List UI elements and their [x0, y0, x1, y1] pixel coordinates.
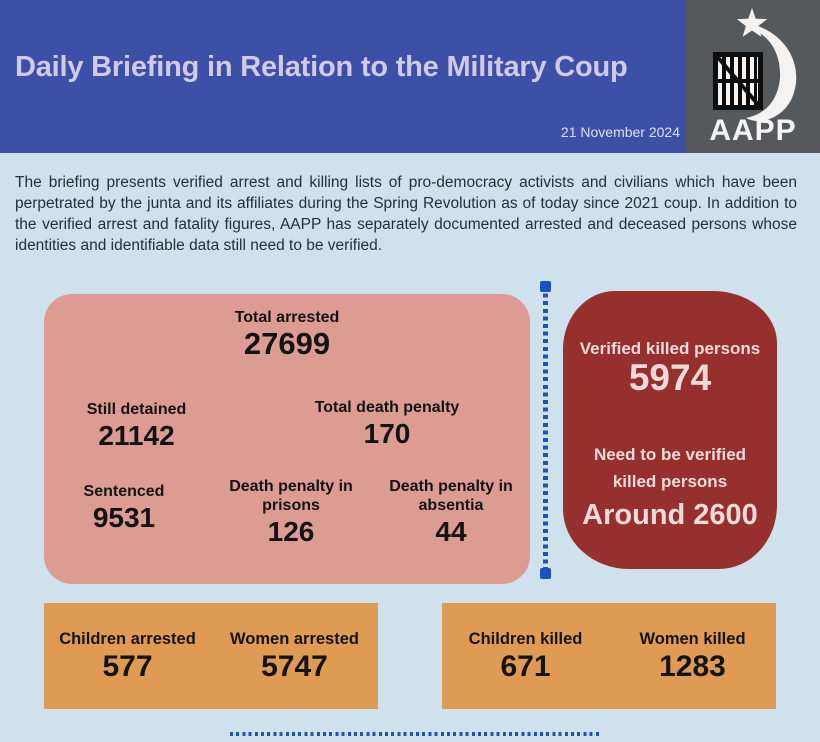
stat-label: Women killed: [639, 630, 746, 648]
stat-label: Children arrested: [59, 630, 196, 648]
stat-death-penalty-absentia: [371, 477, 531, 548]
stat-value: 44: [435, 516, 467, 547]
stat-children-killed: [442, 603, 609, 709]
arrest-stats-panel: [44, 294, 530, 584]
stat-value: 9531: [92, 502, 156, 533]
stat-total-arrested: [44, 308, 530, 360]
stat-value: Around 2600: [582, 499, 758, 531]
arrested-gender-panel: [44, 603, 378, 709]
aapp-logo: [686, 0, 820, 153]
stat-death-penalty-prisons: [211, 477, 371, 548]
stat-value: 5747: [261, 650, 328, 683]
vertical-dotted-connector: [543, 286, 548, 574]
bottom-dotted-line: [230, 732, 602, 736]
stat-label: Need to be verified killed persons: [593, 445, 747, 491]
page-title: Daily Briefing in Relation to the Military Coup: [15, 51, 628, 83]
briefing-date: 21 November 2024: [560, 124, 680, 140]
stat-label: Sentenced: [83, 483, 165, 500]
stat-label: Still detained: [86, 401, 187, 418]
stat-label: Women arrested: [230, 630, 359, 648]
stat-women-killed: [609, 603, 776, 709]
stat-value: 170: [363, 418, 411, 449]
stat-children-arrested: [44, 603, 211, 709]
stat-total-death-penalty: [277, 398, 497, 450]
killed-stats-panel: [563, 291, 777, 569]
stat-value: 577: [102, 650, 153, 683]
intro-paragraph: The briefing presents verified arrest and killing lists of pro-democracy activists and civilians which have been perpetrated by the junta and its affiliates during the Spring Revolution as of today since 2021 coup. In addition to the verified arrest and fatality figures, AAPP has separately documented arrested and deceased persons whose identities and identifiable data still need to be verified.: [15, 174, 797, 254]
stat-label: Death penalty in prisons: [229, 478, 353, 514]
stat-label: Death penalty in absentia: [389, 478, 513, 514]
stat-still-detained: [49, 400, 224, 452]
stat-value: 126: [267, 516, 315, 547]
stat-value: 21142: [98, 420, 175, 451]
stat-label: Total arrested: [234, 309, 340, 326]
stat-value: 671: [500, 650, 551, 683]
prison-bars-icon: [713, 52, 763, 110]
stat-value: 27699: [243, 326, 331, 361]
stat-value: 1283: [659, 650, 726, 683]
stat-label: Children killed: [468, 630, 583, 648]
stat-women-arrested: [211, 603, 378, 709]
aapp-logo-text: AAPP: [709, 114, 797, 147]
stat-label: Total death penalty: [314, 399, 460, 416]
stat-value: 5974: [628, 357, 712, 398]
killed-gender-panel: [442, 603, 776, 709]
stat-sentenced: [49, 482, 199, 534]
stat-label: Verified killed persons: [579, 339, 761, 358]
